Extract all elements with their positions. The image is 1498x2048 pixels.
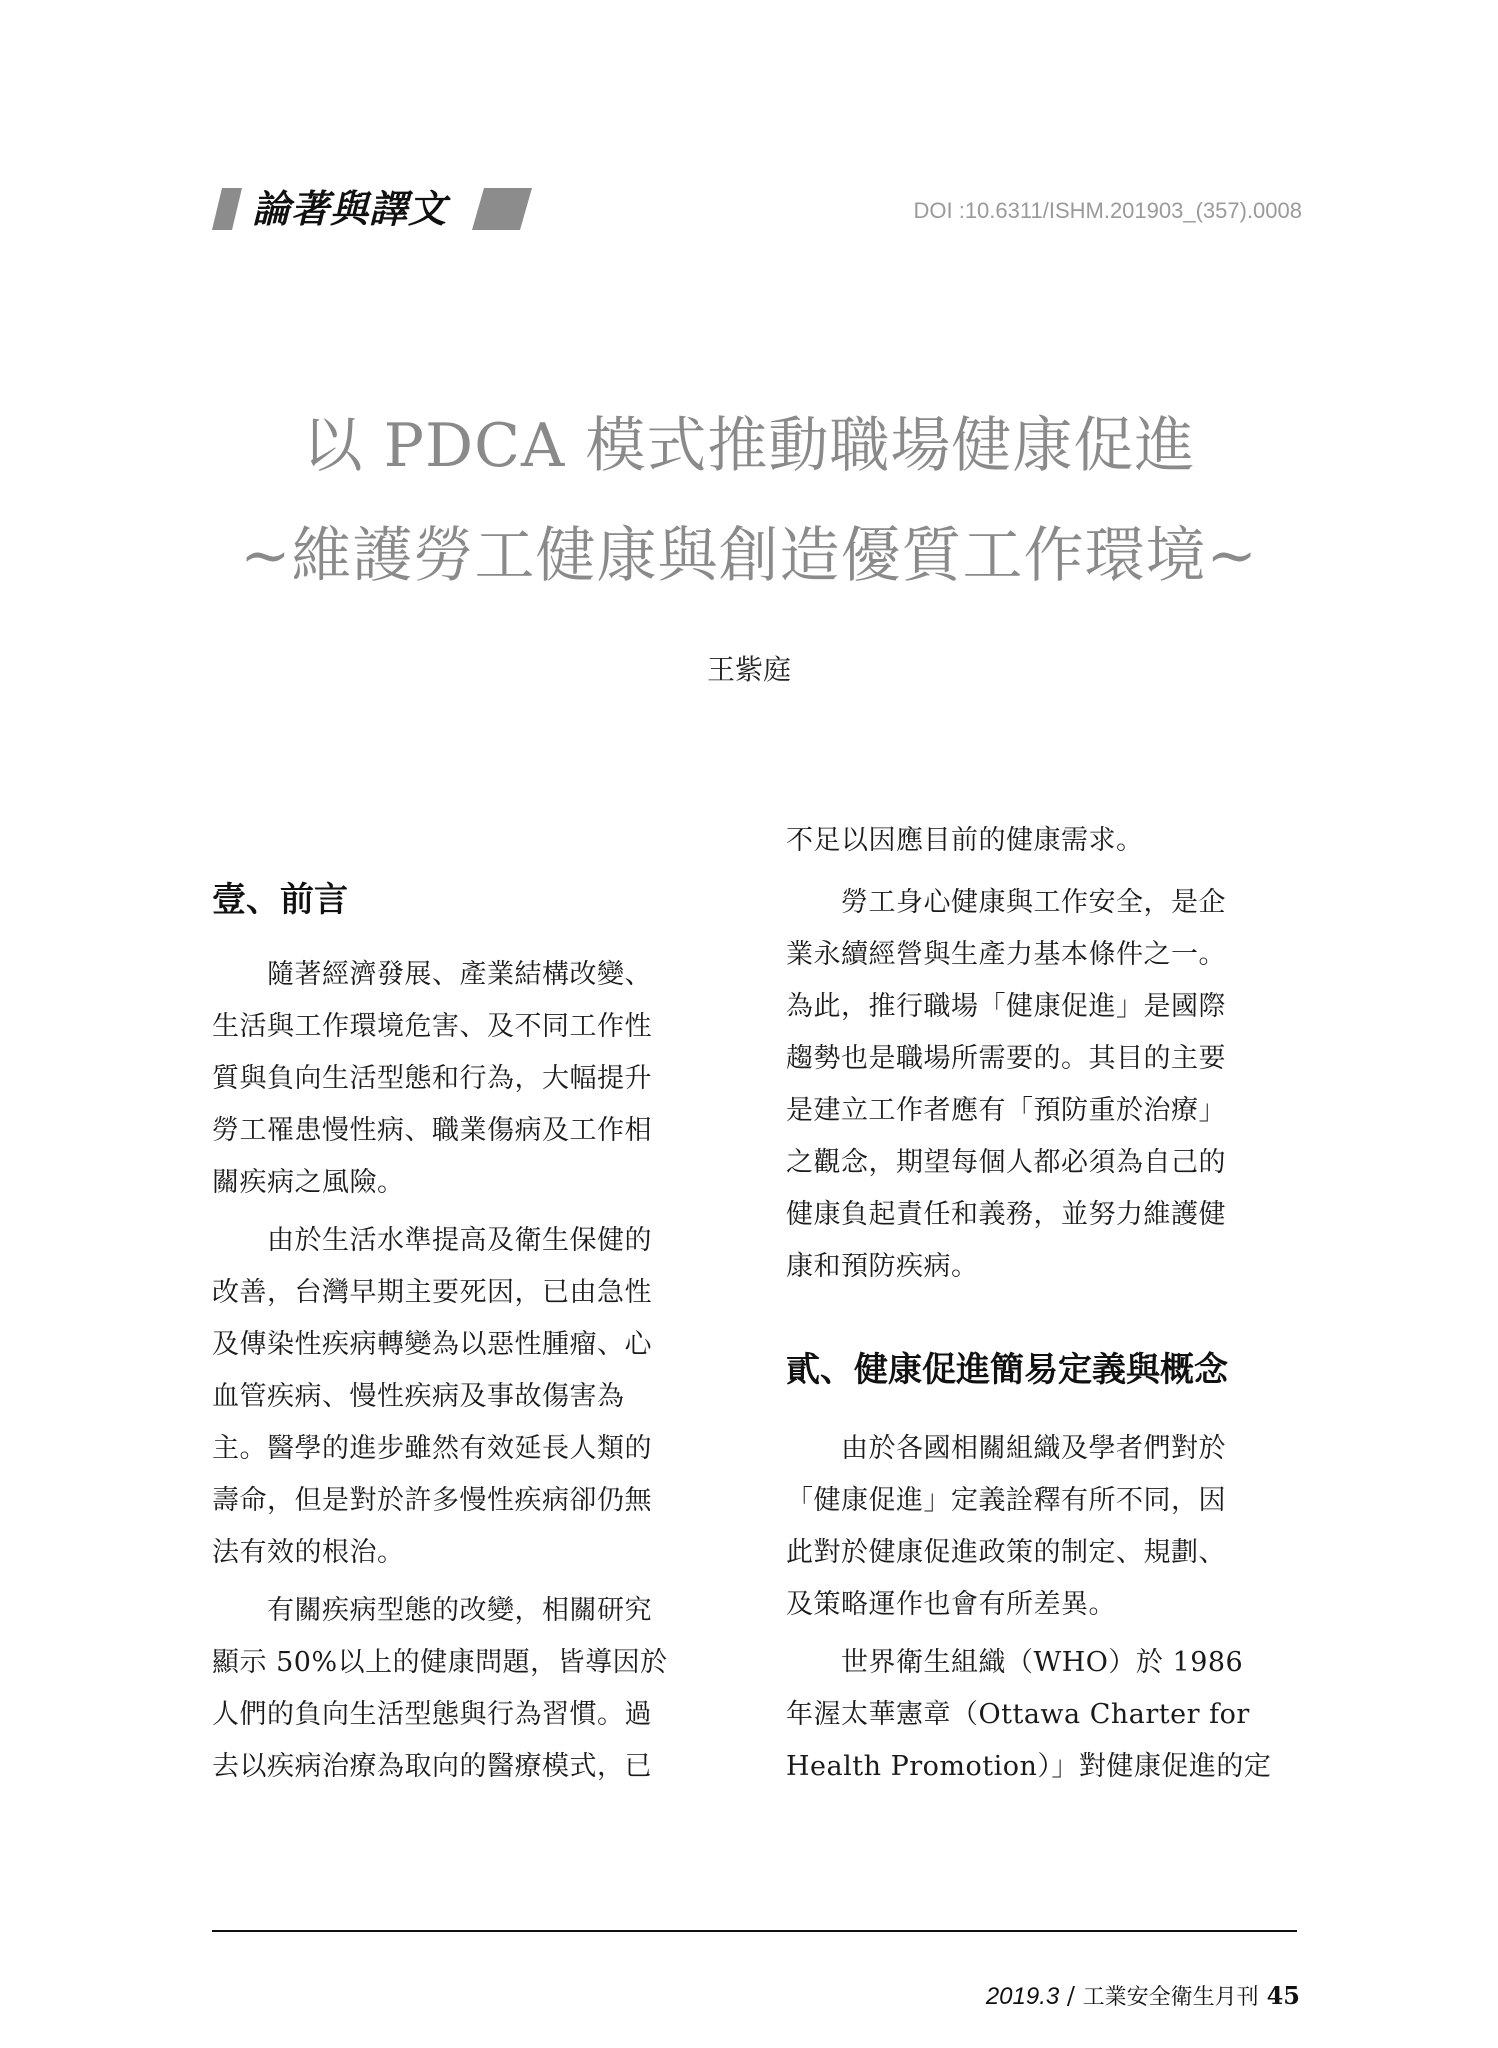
body-text-line: 康和預防疾病。 [786, 1251, 979, 1282]
body-text-line: 人們的負向生活型態與行為習慣。過 [212, 1699, 652, 1730]
footer-rule [212, 1930, 1297, 1932]
left-section-heading: 壹、前言 [212, 880, 348, 920]
body-text-line: 是建立工作者應有「預防重於治療」 [786, 1095, 1226, 1126]
body-text-line: 及傳染性疾病轉變為以惡性腫瘤、心 [212, 1329, 652, 1360]
issue-date: 2019.3 [985, 1983, 1060, 2010]
article-subtitle: ~維護勞工健康與創造優質工作環境~ [240, 521, 1258, 591]
body-text-line: 有關疾病型態的改變，相關研究 [212, 1595, 652, 1626]
body-text-line: 「健康促進」定義詮釋有所不同，因 [786, 1485, 1226, 1516]
page-number: 45 [1266, 1981, 1300, 2010]
body-text-line: 去以疾病治療為取向的醫療模式，已 [212, 1751, 652, 1782]
body-text-line: 血管疾病、慢性疾病及事故傷害為 [212, 1381, 625, 1412]
body-text-line: 顯示 50%以上的健康問題，皆導因於 [212, 1647, 668, 1678]
journal-name: 工業安全衛生月刊 [1082, 1985, 1259, 2010]
body-text-line: 由於生活水準提高及衛生保健的 [212, 1225, 652, 1256]
section-label: 論著與譯文 [252, 187, 448, 231]
body-text-line: 隨著經濟發展、產業結構改變、 [212, 959, 652, 990]
body-text-line: 質與負向生活型態和行為，大幅提升 [212, 1063, 652, 1094]
body-text-line: 法有效的根治。 [212, 1537, 405, 1568]
body-text-line: 業永續經營與生產力基本條件之一。 [786, 939, 1226, 970]
body-text-line: 健康負起責任和義務，並努力維護健 [786, 1199, 1226, 1230]
banner-stripe-right [472, 188, 532, 230]
body-text-line: 勞工罹患慢性病、職業傷病及工作相 [212, 1115, 652, 1146]
author-name: 王紫庭 [706, 653, 791, 686]
body-text-line: 之觀念，期望每個人都必須為自己的 [786, 1147, 1226, 1178]
body-text-line: 壽命，但是對於許多慢性疾病卻仍無 [212, 1485, 652, 1516]
body-text-line: Health Promotion）」對健康促進的定 [786, 1751, 1272, 1782]
body-text-line: 及策略運作也會有所差異。 [786, 1589, 1116, 1620]
doi-text: DOI :10.6311/ISHM.201903_(357).0008 [913, 198, 1302, 223]
body-text-line: 改善，台灣早期主要死因，已由急性 [212, 1277, 652, 1308]
body-text-line: 此對於健康促進政策的制定、規劃、 [786, 1537, 1226, 1568]
article-title-line-1: 以 PDCA 模式推動職場健康促進 [302, 411, 1196, 481]
right-section-heading: 貳、健康促進簡易定義與概念 [786, 1350, 1228, 1390]
body-text-line: 生活與工作環境危害、及不同工作性 [212, 1011, 652, 1042]
body-text-line: 勞工身心健康與工作安全，是企 [786, 887, 1226, 918]
footer-separator: / [1059, 1982, 1083, 2010]
body-text-line: 為此，推行職場「健康促進」是國際 [786, 991, 1226, 1022]
body-text-line: 不足以因應目前的健康需求。 [786, 825, 1144, 856]
banner-stripe-left [212, 188, 242, 230]
body-text-line: 主。醫學的進步雖然有效延長人類的 [212, 1433, 652, 1464]
body-text-line: 趨勢也是職場所需要的。其目的主要 [786, 1043, 1226, 1074]
body-text-line: 由於各國相關組織及學者們對於 [786, 1433, 1226, 1464]
body-text-line: 關疾病之風險。 [212, 1167, 405, 1198]
section-banner [212, 188, 532, 230]
page-footer [986, 1980, 1300, 2011]
body-text-line: 年渥太華憲章（Ottawa Charter for [786, 1699, 1250, 1730]
body-text-line: 世界衛生組織（WHO）於 1986 [786, 1647, 1244, 1678]
